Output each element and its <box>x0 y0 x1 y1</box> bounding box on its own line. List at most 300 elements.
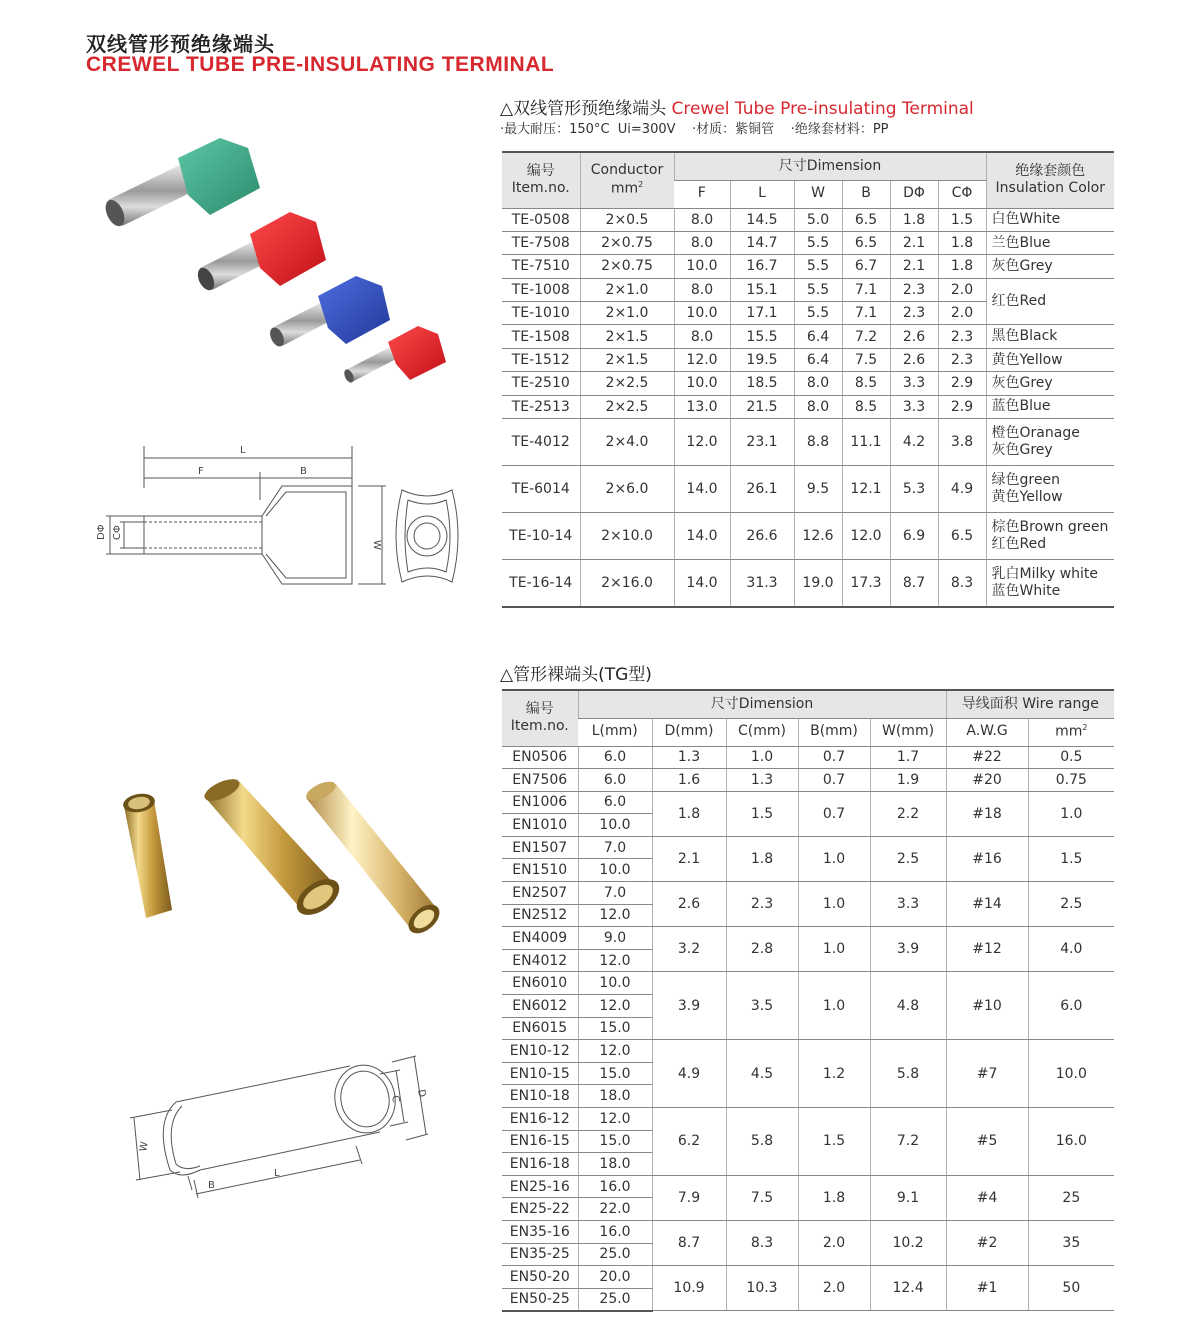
cell-length: 6.0 <box>578 791 652 814</box>
cell-d: 1.8 <box>890 208 938 231</box>
cell-length: 18.0 <box>578 1085 652 1108</box>
cell-c: 2.0 <box>938 302 986 325</box>
col-header-W2: W(mm) <box>870 718 946 746</box>
cell-b: 1.0 <box>798 882 870 927</box>
cell-item: TE-16-14 <box>502 560 580 607</box>
cell-d: 4.2 <box>890 419 938 466</box>
cell-awg: #7 <box>946 1040 1028 1108</box>
cell-f: 14.0 <box>674 466 730 513</box>
cell-b: 0.7 <box>798 746 870 769</box>
cell-c: 2.9 <box>938 372 986 395</box>
cell-b: 1.8 <box>798 1175 870 1220</box>
cell-d: 2.6 <box>652 882 726 927</box>
cell-length: 7.0 <box>578 882 652 905</box>
cell-w: 3.3 <box>870 882 946 927</box>
cell-b: 12.0 <box>842 513 890 560</box>
cell-b: 8.5 <box>842 372 890 395</box>
cell-item: TE-1508 <box>502 325 580 348</box>
cell-mm2: 4.0 <box>1028 927 1114 972</box>
cell-item: EN1510 <box>502 859 578 882</box>
table-row <box>502 278 1114 301</box>
cell-mm2: 10.0 <box>1028 1040 1114 1108</box>
dim-D-label: DΦ <box>96 524 107 540</box>
page-title-en: CREWEL TUBE PRE-INSULATING TERMINAL <box>86 53 555 76</box>
table-row <box>502 769 1114 792</box>
cell-b: 17.3 <box>842 560 890 607</box>
cell-c: 8.3 <box>726 1220 798 1265</box>
cell-c: 1.8 <box>938 231 986 254</box>
bare-ferrules-photo <box>110 760 450 940</box>
cell-c: 3.5 <box>726 972 798 1040</box>
cell-conductor: 2×0.5 <box>580 208 674 231</box>
cell-f: 14.0 <box>674 513 730 560</box>
table-row <box>502 466 1114 513</box>
section1-spec: ·最大耐压：150°C Ui=300V ·材质：紫铜管 ·绝缘套材料：PP <box>500 122 889 137</box>
cell-w: 1.7 <box>870 746 946 769</box>
cell-item: EN0506 <box>502 746 578 769</box>
cell-item: EN25-22 <box>502 1198 578 1221</box>
cell-f: 10.0 <box>674 255 730 278</box>
page-title-cn: 双线管形预绝缘端头 <box>86 32 275 56</box>
table-row <box>502 513 1114 560</box>
cell-w: 1.9 <box>870 769 946 792</box>
cell-d: 1.6 <box>652 769 726 792</box>
cell-length: 15.0 <box>578 1130 652 1153</box>
cell-c: 7.5 <box>726 1175 798 1220</box>
cell-c: 3.8 <box>938 419 986 466</box>
table-row <box>502 927 1114 950</box>
insulated-terminal-table <box>502 151 1114 608</box>
cell-length: 12.0 <box>578 904 652 927</box>
cell-item: EN16-18 <box>502 1153 578 1176</box>
cell-w: 7.2 <box>870 1108 946 1176</box>
cell-mm2: 1.5 <box>1028 836 1114 881</box>
cell-item: TE-4012 <box>502 419 580 466</box>
dim-L-label: L <box>240 445 246 456</box>
cell-item: EN1006 <box>502 791 578 814</box>
cell-d: 1.3 <box>652 746 726 769</box>
cell-color: 兰色Blue <box>986 231 1114 254</box>
cell-l: 14.7 <box>730 231 794 254</box>
cell-color: 乳白Milky white 蓝色White <box>986 560 1114 607</box>
cell-item: EN4009 <box>502 927 578 950</box>
cell-mm2: 0.5 <box>1028 746 1114 769</box>
cell-awg: #2 <box>946 1220 1028 1265</box>
cell-length: 15.0 <box>578 1017 652 1040</box>
cell-c: 8.3 <box>938 560 986 607</box>
cell-b: 2.0 <box>798 1220 870 1265</box>
cell-b: 0.7 <box>798 769 870 792</box>
cell-d: 2.1 <box>890 231 938 254</box>
dim-F-label: F <box>198 466 204 477</box>
cell-mm2: 0.75 <box>1028 769 1114 792</box>
cell-d: 3.9 <box>652 972 726 1040</box>
cell-item: EN16-15 <box>502 1130 578 1153</box>
cell-c: 1.0 <box>726 746 798 769</box>
cell-item: EN35-25 <box>502 1243 578 1266</box>
cell-color: 棕色Brown green 红色Red <box>986 513 1114 560</box>
cell-color: 红色Red <box>986 278 1114 325</box>
cell-w: 6.4 <box>794 348 842 371</box>
cell-f: 13.0 <box>674 395 730 418</box>
cell-d: 6.2 <box>652 1108 726 1176</box>
bare-terminal-drawing <box>110 1030 440 1205</box>
cell-b: 11.1 <box>842 419 890 466</box>
cell-color: 蓝色Blue <box>986 395 1114 418</box>
cell-conductor: 2×2.5 <box>580 372 674 395</box>
col-header-D2: D(mm) <box>652 718 726 746</box>
cell-c: 6.5 <box>938 513 986 560</box>
cell-item: EN50-20 <box>502 1266 578 1289</box>
cell-length: 7.0 <box>578 836 652 859</box>
cell-item: TE-7510 <box>502 255 580 278</box>
cell-awg: #16 <box>946 836 1028 881</box>
col-header-F: F <box>674 180 730 208</box>
cell-item: TE-2513 <box>502 395 580 418</box>
cell-awg: #1 <box>946 1266 1028 1311</box>
table-row <box>502 1108 1114 1131</box>
cell-c: 2.9 <box>938 395 986 418</box>
bare-terminal-table <box>502 689 1114 1312</box>
item-header-2: 编号 Item.no. <box>502 690 578 746</box>
cell-c: 1.8 <box>938 255 986 278</box>
cell-length: 6.0 <box>578 769 652 792</box>
cell-w: 5.5 <box>794 231 842 254</box>
cell-f: 8.0 <box>674 325 730 348</box>
cell-f: 8.0 <box>674 278 730 301</box>
cell-w: 9.5 <box>794 466 842 513</box>
cell-d: 5.3 <box>890 466 938 513</box>
cell-awg: #10 <box>946 972 1028 1040</box>
cell-awg: #12 <box>946 927 1028 972</box>
cell-w: 5.8 <box>870 1040 946 1108</box>
table-row <box>502 836 1114 859</box>
cell-mm2: 25 <box>1028 1175 1114 1220</box>
cell-d: 3.3 <box>890 395 938 418</box>
cell-b: 6.5 <box>842 231 890 254</box>
cell-f: 12.0 <box>674 419 730 466</box>
cell-length: 9.0 <box>578 927 652 950</box>
table-row <box>502 882 1114 905</box>
cell-l: 19.5 <box>730 348 794 371</box>
cell-d: 8.7 <box>890 560 938 607</box>
cell-conductor: 2×1.5 <box>580 325 674 348</box>
dim2-B-label: B <box>208 1180 215 1191</box>
cell-l: 16.7 <box>730 255 794 278</box>
cell-f: 8.0 <box>674 231 730 254</box>
cell-item: EN50-25 <box>502 1288 578 1311</box>
col-header-D: DΦ <box>890 180 938 208</box>
cell-conductor: 2×10.0 <box>580 513 674 560</box>
cell-l: 21.5 <box>730 395 794 418</box>
table-row <box>502 746 1114 769</box>
dim2-L-label: L <box>274 1168 280 1179</box>
table-row <box>502 231 1114 254</box>
table-row <box>502 419 1114 466</box>
cell-w: 5.5 <box>794 255 842 278</box>
cell-b: 1.5 <box>798 1108 870 1176</box>
dim-B-label: B <box>300 466 307 477</box>
cell-conductor: 2×6.0 <box>580 466 674 513</box>
cell-length: 15.0 <box>578 1062 652 1085</box>
cell-d: 6.9 <box>890 513 938 560</box>
cell-conductor: 2×1.0 <box>580 302 674 325</box>
cell-b: 6.7 <box>842 255 890 278</box>
cell-d: 8.7 <box>652 1220 726 1265</box>
cell-length: 10.0 <box>578 859 652 882</box>
cell-f: 8.0 <box>674 208 730 231</box>
cell-w: 8.8 <box>794 419 842 466</box>
color-header: 绝缘套颜色 Insulation Color <box>986 152 1114 208</box>
cell-w: 9.1 <box>870 1175 946 1220</box>
cell-item: EN35-16 <box>502 1220 578 1243</box>
cell-awg: #14 <box>946 882 1028 927</box>
cell-b: 7.5 <box>842 348 890 371</box>
cell-item: EN25-16 <box>502 1175 578 1198</box>
cell-l: 23.1 <box>730 419 794 466</box>
cell-d: 10.9 <box>652 1266 726 1311</box>
dim-W-label: W <box>371 540 382 550</box>
cell-w: 6.4 <box>794 325 842 348</box>
cell-item: EN1507 <box>502 836 578 859</box>
cell-item: EN10-18 <box>502 1085 578 1108</box>
cell-b: 1.2 <box>798 1040 870 1108</box>
cell-mm2: 16.0 <box>1028 1108 1114 1176</box>
cell-w: 12.4 <box>870 1266 946 1311</box>
col-header-awg: A.W.G <box>946 718 1028 746</box>
cell-color: 白色White <box>986 208 1114 231</box>
table-row <box>502 348 1114 371</box>
cell-item: EN2512 <box>502 904 578 927</box>
cell-item: TE-2510 <box>502 372 580 395</box>
cell-c: 1.5 <box>726 791 798 836</box>
cell-color: 灰色Grey <box>986 372 1114 395</box>
cell-c: 1.5 <box>938 208 986 231</box>
cell-length: 6.0 <box>578 746 652 769</box>
dim2-D-label: D <box>415 1088 428 1099</box>
cell-w: 2.2 <box>870 791 946 836</box>
cell-w: 8.0 <box>794 395 842 418</box>
cell-conductor: 2×16.0 <box>580 560 674 607</box>
cell-w: 5.5 <box>794 278 842 301</box>
cell-w: 5.5 <box>794 302 842 325</box>
cell-length: 12.0 <box>578 949 652 972</box>
cell-mm2: 50 <box>1028 1266 1114 1311</box>
cell-length: 16.0 <box>578 1175 652 1198</box>
cell-c: 1.3 <box>726 769 798 792</box>
dim-C-label: CΦ <box>112 525 123 540</box>
table-row <box>502 395 1114 418</box>
cell-color: 黑色Black <box>986 325 1114 348</box>
cell-c: 2.8 <box>726 927 798 972</box>
cell-w: 5.0 <box>794 208 842 231</box>
cell-b: 7.1 <box>842 302 890 325</box>
cell-conductor: 2×0.75 <box>580 231 674 254</box>
brass-tube-light <box>304 778 445 939</box>
cell-awg: #20 <box>946 769 1028 792</box>
cell-f: 12.0 <box>674 348 730 371</box>
cell-b: 6.5 <box>842 208 890 231</box>
cell-item: EN4012 <box>502 949 578 972</box>
cell-length: 25.0 <box>578 1288 652 1311</box>
cell-w: 4.8 <box>870 972 946 1040</box>
cell-b: 1.0 <box>798 927 870 972</box>
cell-item: EN16-12 <box>502 1108 578 1131</box>
table-row <box>502 1266 1114 1289</box>
cell-c: 4.5 <box>726 1040 798 1108</box>
cell-b: 8.5 <box>842 395 890 418</box>
cell-length: 25.0 <box>578 1243 652 1266</box>
cell-color: 橙色Oranage 灰色Grey <box>986 419 1114 466</box>
cell-color: 灰色Grey <box>986 255 1114 278</box>
cell-mm2: 6.0 <box>1028 972 1114 1040</box>
cell-d: 4.9 <box>652 1040 726 1108</box>
cell-item: TE-7508 <box>502 231 580 254</box>
cell-conductor: 2×4.0 <box>580 419 674 466</box>
cell-length: 12.0 <box>578 1108 652 1131</box>
cell-c: 2.0 <box>938 278 986 301</box>
cell-item: EN2507 <box>502 882 578 905</box>
cell-item: EN1010 <box>502 814 578 837</box>
insulated-terminal-drawing <box>90 440 470 590</box>
cell-w: 3.9 <box>870 927 946 972</box>
col-header-W: W <box>794 180 842 208</box>
cell-w: 10.2 <box>870 1220 946 1265</box>
section2-heading: △管形裸端头(TG型) <box>500 665 652 685</box>
cell-length: 18.0 <box>578 1153 652 1176</box>
cell-l: 14.5 <box>730 208 794 231</box>
item-header: 编号 Item.no. <box>502 152 580 208</box>
col-header-C2: C(mm) <box>726 718 798 746</box>
col-header-mm2: $mm^2$ <box>1028 718 1114 746</box>
table-row <box>502 1040 1114 1063</box>
red-ferrule <box>195 212 326 293</box>
cell-l: 17.1 <box>730 302 794 325</box>
cell-l: 26.6 <box>730 513 794 560</box>
cell-w: 12.6 <box>794 513 842 560</box>
cell-b: 7.2 <box>842 325 890 348</box>
cell-c: 5.8 <box>726 1108 798 1176</box>
table-row <box>502 972 1114 995</box>
cell-item: EN6010 <box>502 972 578 995</box>
cell-length: 16.0 <box>578 1220 652 1243</box>
table-row <box>502 255 1114 278</box>
cell-b: 1.0 <box>798 972 870 1040</box>
section1-heading-cn: △双线管形预绝缘端头 <box>500 99 667 119</box>
cell-d: 7.9 <box>652 1175 726 1220</box>
cell-awg: #22 <box>946 746 1028 769</box>
green-ferrule <box>102 138 260 229</box>
cell-c: 2.3 <box>938 325 986 348</box>
cell-w: 2.5 <box>870 836 946 881</box>
cell-d: 2.6 <box>890 325 938 348</box>
col-header-L: L <box>730 180 794 208</box>
table-row <box>502 1175 1114 1198</box>
table-row <box>502 208 1114 231</box>
table-row <box>502 791 1114 814</box>
cell-length: 10.0 <box>578 814 652 837</box>
conductor-header: Conductor $mm^2$ <box>580 152 674 208</box>
col-header-B: B <box>842 180 890 208</box>
cell-c: 2.3 <box>938 348 986 371</box>
cell-item: EN6015 <box>502 1017 578 1040</box>
cell-item: EN7506 <box>502 769 578 792</box>
cell-awg: #5 <box>946 1108 1028 1176</box>
cell-color: 黄色Yellow <box>986 348 1114 371</box>
col-header-C: CΦ <box>938 180 986 208</box>
cell-conductor: 2×1.0 <box>580 278 674 301</box>
cell-l: 31.3 <box>730 560 794 607</box>
cell-c: 4.9 <box>938 466 986 513</box>
cell-d: 3.2 <box>652 927 726 972</box>
brass-tube-small <box>122 791 172 918</box>
cell-b: 2.0 <box>798 1266 870 1311</box>
cell-item: EN6012 <box>502 995 578 1018</box>
blue-ferrule <box>267 276 390 349</box>
cell-conductor: 2×1.5 <box>580 348 674 371</box>
table-row <box>502 1220 1114 1243</box>
cell-item: TE-0508 <box>502 208 580 231</box>
cell-l: 26.1 <box>730 466 794 513</box>
cell-length: 22.0 <box>578 1198 652 1221</box>
cell-d: 2.3 <box>890 278 938 301</box>
cell-d: 2.6 <box>890 348 938 371</box>
cell-c: 1.8 <box>726 836 798 881</box>
cell-f: 10.0 <box>674 372 730 395</box>
cell-f: 14.0 <box>674 560 730 607</box>
cell-b: 12.1 <box>842 466 890 513</box>
cell-awg: #18 <box>946 791 1028 836</box>
cell-conductor: 2×2.5 <box>580 395 674 418</box>
cell-d: 3.3 <box>890 372 938 395</box>
cell-b: 0.7 <box>798 791 870 836</box>
table-row <box>502 372 1114 395</box>
insulated-ferrules-photo <box>100 130 460 390</box>
cell-d: 2.1 <box>890 255 938 278</box>
wire-range-header: 导线面积 Wire range <box>946 690 1114 718</box>
col-header-B2: B(mm) <box>798 718 870 746</box>
section1-heading <box>500 94 974 119</box>
table-row <box>502 560 1114 607</box>
cell-item: EN10-15 <box>502 1062 578 1085</box>
cell-color: 绿色green 黄色Yellow <box>986 466 1114 513</box>
cell-item: TE-1008 <box>502 278 580 301</box>
col-header-L2: L(mm) <box>578 718 652 746</box>
cell-b: 1.0 <box>798 836 870 881</box>
cell-length: 10.0 <box>578 972 652 995</box>
cell-length: 12.0 <box>578 1040 652 1063</box>
cell-d: 2.1 <box>652 836 726 881</box>
cell-conductor: 2×0.75 <box>580 255 674 278</box>
cell-length: 20.0 <box>578 1266 652 1289</box>
cell-l: 15.5 <box>730 325 794 348</box>
cell-item: EN10-12 <box>502 1040 578 1063</box>
dimension-header-2: 尺寸Dimension <box>578 690 946 718</box>
cell-d: 2.3 <box>890 302 938 325</box>
cell-item: TE-1512 <box>502 348 580 371</box>
cell-mm2: 1.0 <box>1028 791 1114 836</box>
cell-l: 18.5 <box>730 372 794 395</box>
cell-item: TE-6014 <box>502 466 580 513</box>
cell-c: 2.3 <box>726 882 798 927</box>
section1-heading-en: Crewel Tube Pre-insulating Terminal <box>671 99 974 119</box>
cell-b: 7.1 <box>842 278 890 301</box>
dim2-C-label: C <box>389 1094 402 1104</box>
cell-item: TE-1010 <box>502 302 580 325</box>
cell-awg: #4 <box>946 1175 1028 1220</box>
cell-l: 15.1 <box>730 278 794 301</box>
cell-f: 10.0 <box>674 302 730 325</box>
